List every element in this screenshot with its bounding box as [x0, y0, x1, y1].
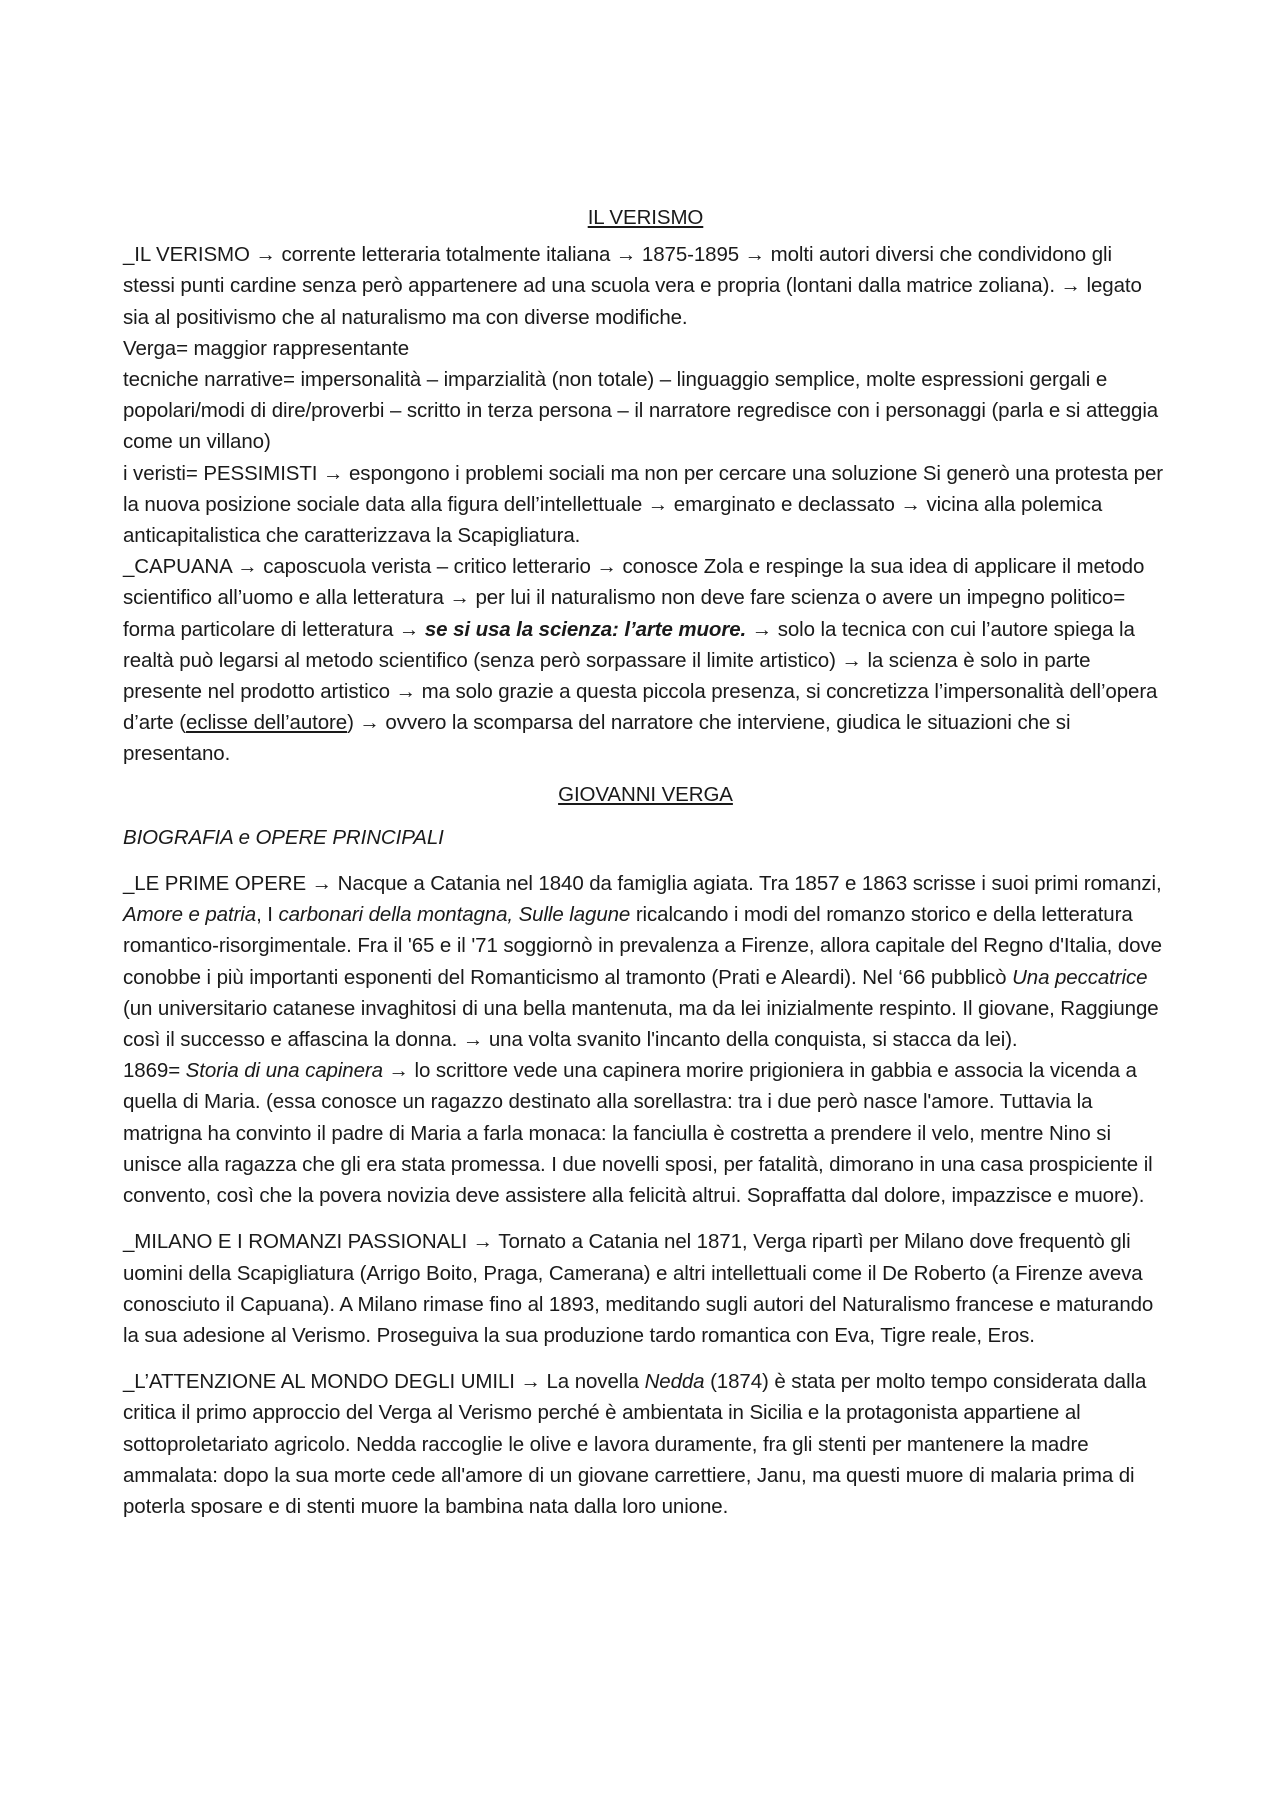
paragraph-first-works: _LE PRIME OPERE → Nacque a Catania nel 1840 da famiglia agiata. Tra 1857 e 1863 scrisse i suoi primi romanzi, Amore e patria, I carbonari della montagna, Sulle lagune ricalcando i modi del romanzo storico e della letteratura romantico-risorgimentale. Fra il '65 e il '71 soggiornò in prevalenza a Firenze, allora capitale del Regno d'Italia, dove conobbe i più importanti esponenti del Romanticismo al tramonto (Prati e Aleardi). Nel ‘66 pubblicò Una peccatrice (un universitario catanese invaghitosi di una bella mantenuta, ma da lei inizialmente respinto. Il giovane, Raggiunge così il successo e affascina la donna. → una volta svanito l'incanto della conquista, si stacca da lei).	[123, 872, 1162, 1052]
arrow-icon: →	[751, 617, 773, 641]
paragraph-narrative-techniques: tecniche narrative= impersonalità – imparzialità (non totale) – linguaggio semplice, molte espressioni gergali e popolari/modi di dire/proverbi – scritto in terza persona – il narratore regredisce con i personaggi (parla e si atteggia come un villano)	[123, 368, 1159, 454]
paragraph-milano: _MILANO E I ROMANZI PASSIONALI → Tornato a Catania nel 1871, Verga ripartì per Milano dove frequentò gli uomini della Scapigliatura (Arrigo Boito, Praga, Camerana) e altri intellettuali come il De Roberto (a Firenze aveva conosciuto il Capuana). A Milano rimase fino al 1893, meditando sugli autori del Naturalismo francese e maturando la sua adesione al Verismo. Proseguiva la sua produzione tardo romantica con Eva, Tigre reale, Eros.	[123, 1230, 1154, 1347]
arrow-icon: →	[359, 711, 380, 735]
arrow-icon: →	[395, 680, 416, 704]
arrow-icon: →	[1060, 274, 1081, 298]
paragraph-verga-representative: Verga= maggior rappresentante	[123, 336, 410, 360]
section-title-verismo: IL VERISMO	[587, 206, 704, 229]
subtitle-biography: BIOGRAFIA e OPERE PRINCIPALI	[123, 825, 444, 849]
arrow-icon: →	[596, 555, 617, 579]
paragraph-verismo-definition: _IL VERISMO → corrente letteraria totalmente italiana → 1875-1895 → molti autori diversi che condividono gli stessi punti cardine senza però appartenere ad una scuola vera e propria (lontani dalla matrice zoliana). → legato sia al positivismo che al naturalismo ma con diverse modifiche.	[123, 243, 1142, 329]
arrow-icon: →	[323, 461, 344, 485]
underlined-term: eclisse dell’autore	[186, 711, 348, 735]
arrow-icon: →	[388, 1059, 409, 1083]
arrow-icon: →	[615, 243, 637, 267]
arrow-icon: →	[462, 1028, 484, 1052]
paragraph-capinera: 1869= Storia di una capinera → lo scrittore vede una capinera morire prigioniera in gabbia e associa la vicenda a quella di Maria. (essa conosce un ragazzo destinato alla sorellastra: tra i due però nasce l'amore. Tuttavia la matrigna ha convinto il padre di Maria a farla monaca: la fanciulla è costretta a prendere il velo, mentre Nino si unisce alla ragazza che gli era stata promessa. I due novelli sposi, per fatalità, dimorano in una casa prospiciente il convento, così che la povera novizia deve assistere alla felicità altrui. Sopraffatta dal dolore, impazzisce e muore).	[123, 1059, 1153, 1208]
paragraph-pessimism: i veristi= PESSIMISTI → espongono i problemi sociali ma non per cercare una soluzione Si generò una protesta per la nuova posizione sociale data alla figura dell’intellettuale → emarginato e declassato → vicina alla polemica anticapitalistica che caratterizzava la Scapigliatura.	[123, 461, 1163, 548]
arrow-icon: →	[744, 243, 766, 267]
arrow-icon: →	[900, 492, 921, 516]
paragraph-capuana: _CAPUANA → caposcuola verista – critico letterario → conosce Zola e respinge la sua idea di applicare il metodo scientifico all’uomo e alla letteratura → per lui il naturalismo non deve fare scienza o avere un impegno politico= forma particolare di letteratura → se si usa la scienza: l’arte muore. → solo la tecnica con cui l’autore spiega la realtà può legarsi al metodo scientifico (senza però sorpassare il limite artistico) → la scienza è solo in parte presente nel prodotto artistico → ma solo grazie a questa piccola presenza, si concretizza l’impersonalità dell’opera d’arte (eclisse dell’autore) → ovvero la scomparsa del narratore che interviene, giudica le situazioni che si presentano.	[123, 555, 1158, 766]
emphasis-quote: se si usa la scienza: l’arte muore.	[424, 617, 747, 641]
arrow-icon: →	[311, 872, 333, 896]
arrow-icon: →	[398, 617, 420, 641]
arrow-icon: →	[449, 586, 470, 610]
arrow-icon: →	[520, 1370, 541, 1394]
document-page	[123, 202, 1168, 1522]
arrow-icon: →	[841, 648, 862, 672]
arrow-icon: →	[472, 1230, 494, 1254]
arrow-icon: →	[647, 492, 669, 516]
section-title-verga: GIOVANNI VERGA	[558, 782, 733, 806]
arrow-icon: →	[255, 243, 276, 267]
arrow-icon: →	[237, 555, 258, 579]
paragraph-umili: _L’ATTENZIONE AL MONDO DEGLI UMILI → La novella Nedda (1874) è stata per molto tempo considerata dalla critica il primo approccio del Verga al Verismo perché è ambientata in Sicilia e la protagonista appartiene al sottoproletariato agricolo. Nedda raccoglie le olive e lavora duramente, fra gli stenti per mantenere la madre ammalata: dopo la sua morte cede all'amore di un giovane carrettiere, Janu, ma questi muore di malaria prima di poterla sposare e di stenti muore la bambina nata dalla loro unione.	[123, 1370, 1147, 1518]
